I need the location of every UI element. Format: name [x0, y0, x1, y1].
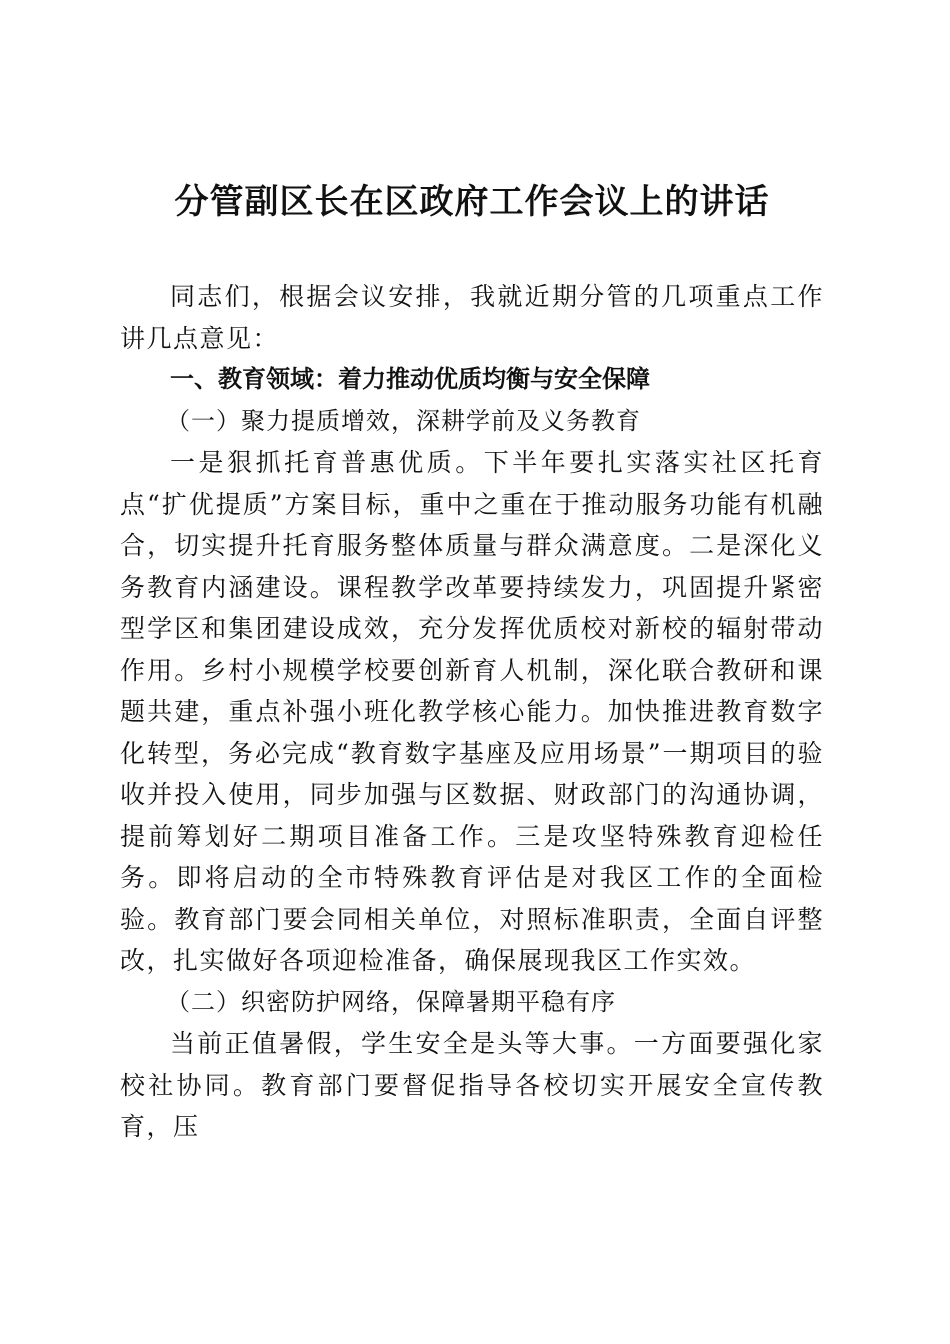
subsection-2-body: 当前正值暑假，学生安全是头等大事。一方面要强化家校社协同。教育部门要督促指导各校切实开展安全宣传教育，压	[120, 1029, 824, 1141]
subsection-1-body: 一是狠抓托育普惠优质。下半年要扎实落实社区托育点“扩优提质”方案目标，重中之重在于推动服务功能有机融合，切实提升托育服务整体质量与群众满意度。二是深化义务教育内涵建设。课程教学改革要持续发力，巩固提升紧密型学区和集团建设成效，充分发挥优质校对新校的辐射带动作用。乡村小规模学校要创新育人机制，深化联合教研和课题共建，重点补强小班化教学核心能力。加快推进教育数字化转型，务必完成“教育数字基座及应用场景”一期项目的验收并投入使用，同步加强与区数据、财政部门的沟通协调，提前筹划好二期项目准备工作。三是攻坚特殊教育迎检任务。即将启动的全市特殊教育评估是对我区工作的全面检验。教育部门要会同相关单位，对照标准职责，全面自评整改，扎实做好各项迎检准备，确保展现我区工作实效。	[120, 448, 824, 975]
section-1-heading: 一、教育领域：着力推动优质均衡与安全保障	[170, 365, 650, 393]
subsection-2-heading: （二）织密防护网络，保障暑期平稳有序	[166, 987, 616, 1016]
intro-paragraph: 同志们，根据会议安排，我就近期分管的几项重点工作讲几点意见：	[120, 282, 824, 353]
subsection-1-heading: （一）聚力提质增效，深耕学前及义务教育	[166, 406, 641, 435]
document-title: 分管副区长在区政府工作会议上的讲话	[174, 182, 770, 222]
document-body	[120, 276, 824, 1148]
